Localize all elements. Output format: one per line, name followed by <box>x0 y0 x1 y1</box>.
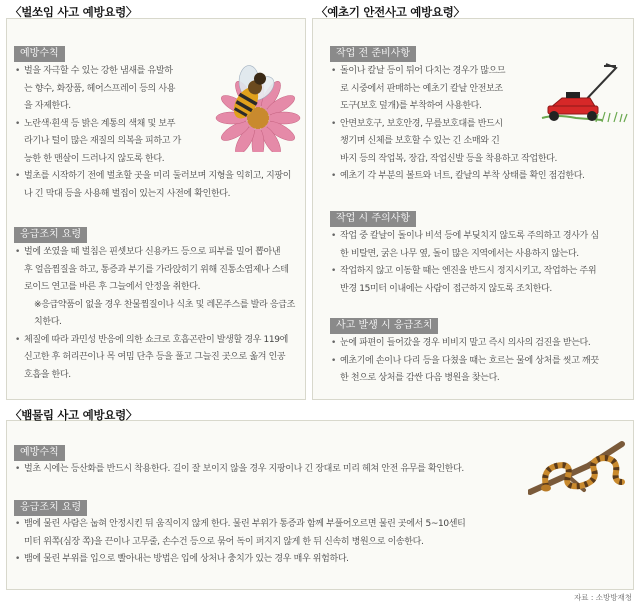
snake-prevention-badge: 예방수칙 <box>14 445 65 461</box>
continuation-line: 능한 한 맨살이 드러나지 않도록 한다. <box>24 153 165 164</box>
snake-first-aid-list <box>14 516 466 569</box>
bullet-line: • 작업하지 않고 이동할 때는 엔진을 반드시 정지시키고, 작업하는 주위 <box>330 263 599 281</box>
continuation-line: 챙기며 신체를 보호할 수 있는 긴 소매와 긴 <box>340 136 500 146</box>
continuation-line: 신고한 후 허리끈이나 목 여밈 단추 등을 풀고 그늘진 곳으로 옮겨 인공 <box>24 352 286 362</box>
bullet-line: • 예초기에 손이나 다리 등을 다쳤을 때는 흐르는 물에 상처를 씻고 깨끗 <box>330 353 599 371</box>
continuation-line: 라기나 털이 많은 재질의 의복을 피하고 가 <box>24 136 181 146</box>
bee-on-flower-icon <box>206 60 302 152</box>
bullet-line: • 벌초를 시작하기 전에 벌초할 곳을 미리 둘러보며 지형을 익히고, 지팡이 <box>14 168 291 186</box>
bullet-line: • 작업 중 칼날이 돌이나 비석 등에 부딪치지 않도록 주의하고 경사가 심 <box>330 228 599 246</box>
snake-on-branch-icon <box>528 436 628 500</box>
snake-prevention-list <box>14 461 464 479</box>
continuation-line: 한 비탈면, 굵은 나무 옆, 돌이 많은 지역에서는 사용하지 않는다. <box>340 248 579 259</box>
continuation-line: 미터 위쪽(심장 쪽)을 끈이나 고무줄, 손수건 등으로 묶어 독이 퍼지지 않게 한 뒤 신속히 병원으로 이송한다. <box>24 536 424 547</box>
bullet-line: • 뱀에 물린 부위를 입으로 빨아내는 방법은 입에 상처나 충치가 있는 경우 매우 위험하다. <box>14 551 466 569</box>
snake-bite-title: 〈뱀물림 사고 예방요령〉 <box>10 408 138 422</box>
continuation-line: 도구(보호 덮개)를 부착하여 사용한다. <box>340 101 482 111</box>
mower-during-badge: 작업 시 주의사항 <box>330 211 416 227</box>
continuation-line: 후 얼음찜질을 하고, 통증과 부기를 가라앉히기 위해 진통소염제나 스테 <box>24 264 289 275</box>
bullet-line: • 벌초 시에는 등산화를 반드시 착용한다. 길이 잘 보이지 않을 경우 지팡이나 긴 장대로 미리 헤쳐 안전 유무를 확인한다. <box>14 461 464 479</box>
bee-first-aid-badge: 응급조치 요령 <box>14 227 87 243</box>
continuation-line: 을 자제한다. <box>24 101 71 111</box>
mower-before-badge: 작업 전 준비사항 <box>330 46 416 62</box>
bullet-line: • 뱀에 물린 사람은 눕혀 안정시킨 뒤 움직이지 않게 한다. 물린 부위가 통증과 함께 부풀어오르면 물린 곳에서 5~10센티 <box>14 516 466 534</box>
bullet-line: • 안면보호구, 보호안경, 무릎보호대를 반드시 <box>330 116 585 134</box>
bee-first-aid-list <box>14 244 295 384</box>
bullet-line: • 벌에 쏘였을 때 벌침은 핀셋보다 신용카드 등으로 피부를 밀어 뽑아낸 <box>14 244 295 262</box>
note-line: ※응급약품이 없을 경우 찬물찜질이나 식초 및 레몬주스를 발라 응급조 <box>34 299 295 310</box>
mower-accident-list <box>330 335 599 388</box>
snake-first-aid-badge: 응급조치 요령 <box>14 500 87 516</box>
bullet-line: • 벌을 자극할 수 있는 강한 냄새를 유발하 <box>14 63 291 81</box>
bee-sting-title: 〈벌쏘임 사고 예방요령〉 <box>10 5 138 19</box>
note-line: 치한다. <box>34 317 62 327</box>
continuation-line: 로 시중에서 판매하는 예초기 칼날 안전보조 <box>340 83 503 94</box>
bullet-line: • 노란색·흰색 등 밝은 계통의 색채 및 보푸 <box>14 116 291 134</box>
continuation-line: 는 향수, 화장품, 헤어스프레이 등의 사용 <box>24 83 176 94</box>
continuation-line: 로이드 연고를 바른 후 그늘에서 안정을 취한다. <box>24 282 201 292</box>
bullet-line: • 체질에 따라 과민성 반응에 의한 쇼크로 호흡곤란이 발생할 경우 119에 <box>14 332 295 350</box>
bullet-line: • 돌이나 칼날 등이 튀어 다치는 경우가 많으므 <box>330 63 585 81</box>
lawn-mower-icon <box>536 62 630 132</box>
mower-accident-badge: 사고 발생 시 응급조치 <box>330 318 438 334</box>
mower-safety-title: 〈예초기 안전사고 예방요령〉 <box>316 5 465 19</box>
mower-during-list <box>330 228 599 298</box>
bee-prevention-badge: 예방수칙 <box>14 46 65 62</box>
continuation-line: 바지 등의 작업복, 장갑, 작업신발 등을 착용하고 작업한다. <box>340 153 558 164</box>
continuation-line: 한 천으로 상처를 감싼 다음 병원을 찾는다. <box>340 373 500 383</box>
bullet-line: • 예초기 각 부분의 볼트와 너트, 칼날의 부착 상태를 확인 점검한다. <box>330 168 585 186</box>
continuation-line: 나 긴 막대 등을 사용해 벌집이 있는지 사전에 확인한다. <box>24 188 231 199</box>
bullet-line: • 눈에 파편이 들어갔을 경우 비비지 말고 즉시 의사의 검진을 받는다. <box>330 335 599 353</box>
continuation-line: 호흡을 한다. <box>24 369 71 380</box>
continuation-line: 반경 15미터 이내에는 사람이 접근하지 않도록 조치한다. <box>340 283 552 294</box>
source-credit: 자료 : 소방방재청 <box>573 593 632 602</box>
